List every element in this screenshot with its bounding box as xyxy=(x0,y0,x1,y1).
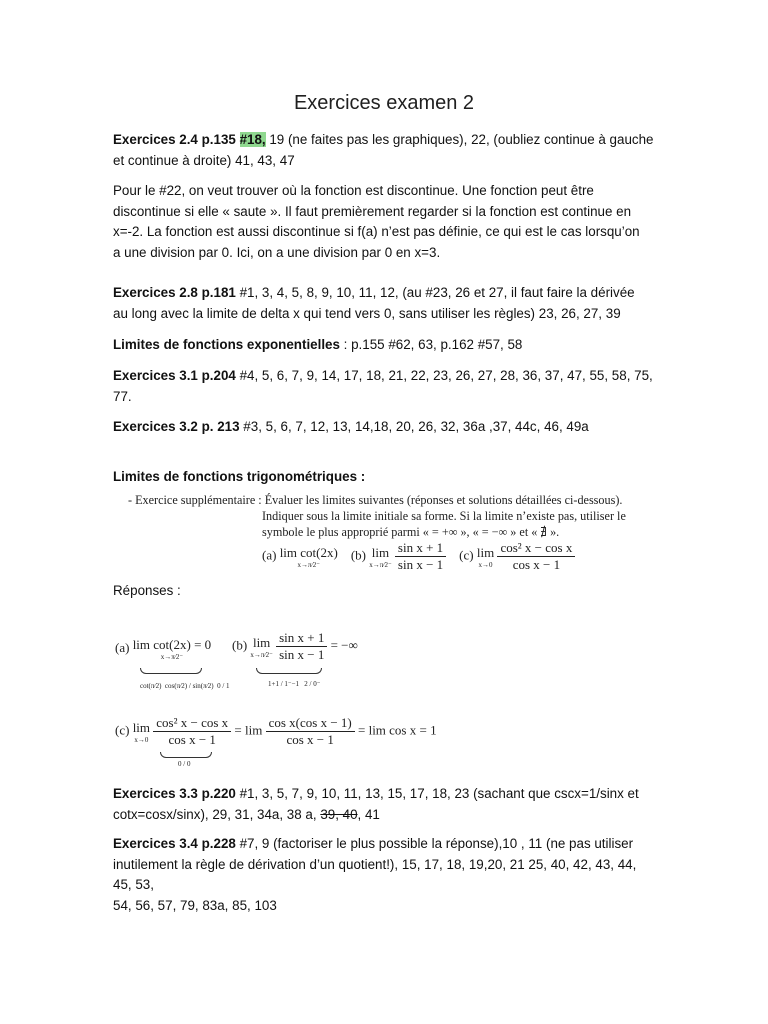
exercise-3-3 xyxy=(113,784,658,825)
answer-a-under2: cos(π⁄2) / sin(π⁄2) xyxy=(164,682,214,690)
answer-c-under: 0 / 0 xyxy=(178,760,191,768)
answer-b-lim: lim xyxy=(252,634,271,650)
answer-b-under xyxy=(268,680,320,688)
answer-c-num1: cos² x − cos x xyxy=(153,715,231,732)
highlighted-item: #18, xyxy=(239,132,266,147)
struck-items: 39, 40 xyxy=(320,806,358,822)
supp-c-lim: lim xyxy=(476,544,495,560)
answer-c-lim: lim xyxy=(132,719,151,735)
limits-trig xyxy=(113,467,658,488)
supp-b-limit xyxy=(369,545,391,569)
answer-b-den: sin x − 1 xyxy=(279,647,325,662)
answer-b-under1: 1+1 / 1⁻−1 xyxy=(268,680,300,688)
supp-b-lim: lim xyxy=(371,544,390,560)
exercise-3-3-text-end: , 41 xyxy=(357,806,380,822)
answer-c-label: (c) xyxy=(115,722,130,738)
answer-a-limit xyxy=(133,637,211,661)
answer-a-label: (a) xyxy=(115,639,130,655)
supp-c-den: cos x − 1 xyxy=(512,557,561,572)
exercise-3-2 xyxy=(113,417,658,438)
answer-c-den2: cos x − 1 xyxy=(286,732,334,747)
exercise-2-8-text-cont: au long avec la limite de delta x qui tend vers 0, sans utiliser les règles) 23, 26, 27, 39 xyxy=(113,305,621,321)
limits-exponential xyxy=(113,335,658,356)
exercise-3-2-text: #3, 5, 6, 7, 12, 13, 14,18, 20, 26, 32, 36a ,37, 44c, 46, 49a xyxy=(239,419,589,434)
note-line: x=-2. La fonction est aussi discontinue si f(a) n’est pas définie, ce qui est le cas lorsqu’on xyxy=(113,224,640,239)
supplementary-exercise xyxy=(128,492,648,540)
supp-a-sub: x→π⁄2⁻ xyxy=(297,560,320,569)
answer-c-den1: cos x − 1 xyxy=(168,732,216,747)
answer-c-eq1: = lim xyxy=(234,722,263,738)
supp-c-fraction xyxy=(497,540,575,573)
answer-b-limit xyxy=(250,635,272,659)
exercise-2-4-label: Exercices 2.4 p.135 xyxy=(113,132,240,147)
exercise-3-4-text: #7, 9 (factoriser le plus possible la réponse),10 , 11 (ne pas utiliser xyxy=(235,836,634,851)
limits-exponential-label: Limites de fonctions exponentielles xyxy=(113,337,340,352)
exercise-2-4-text: 19 (ne faites pas les graphiques), 22, (oubliez continue à gauche xyxy=(265,132,654,147)
answer-a-under1: cot(π⁄2) xyxy=(140,682,162,690)
exercise-3-4-label: Exercices 3.4 p.228 xyxy=(113,836,236,851)
answer-b-fraction xyxy=(276,630,327,663)
supp-b-num: sin x + 1 xyxy=(395,540,446,557)
exercise-3-1-label: Exercices 3.1 p.204 xyxy=(113,368,236,383)
limits-exponential-text: : p.155 #62, 63, p.162 #57, 58 xyxy=(339,337,523,352)
exercise-2-8-text: #1, 3, 4, 5, 8, 9, 10, 11, 12, (au #23, 26 et 27, il faut faire la dérivée xyxy=(235,285,635,300)
supp-b-den: sin x − 1 xyxy=(397,557,444,572)
exercise-2-8 xyxy=(113,283,658,324)
supp-b-fraction xyxy=(395,540,446,573)
supp-line: Indiquer sous la limite initiale sa forme. Si la limite n’existe pas, utiliser le xyxy=(262,509,626,523)
supp-c-sub: x→0 xyxy=(478,560,493,569)
exercise-3-3-label: Exercices 3.3 p.220 xyxy=(113,786,236,801)
answer-c-sub: x→0 xyxy=(134,735,149,744)
answers-heading xyxy=(113,581,658,602)
answers-label: Réponses : xyxy=(113,583,181,598)
supp-a-expr: lim cot(2x) xyxy=(279,544,338,560)
exercise-2-8-label: Exercices 2.8 p.181 xyxy=(113,285,236,300)
answer-b-brace xyxy=(256,668,322,674)
answer-b-eq: = −∞ xyxy=(330,637,358,653)
limits-trig-label: Limites de fonctions trigonométriques : xyxy=(113,469,366,484)
answer-c-fraction-1 xyxy=(153,715,231,748)
exercise-2-4 xyxy=(113,130,658,171)
exercise-3-2-label: Exercices 3.2 p. 213 xyxy=(113,419,240,434)
answer-a xyxy=(115,637,211,661)
exercise-3-3-text-cont: cotx=cosx/sinx), 29, 31, 34a, 38 a, xyxy=(113,806,321,822)
note-line: Pour le #22, on veut trouver où la fonction est discontinue. Une fonction peut être xyxy=(113,183,594,198)
supp-line: - Exercice supplémentaire : Évaluer les limites suivantes (réponses et solutions détaillées ci-dessous). xyxy=(128,493,623,507)
answer-a-expr: lim cot(2x) = 0 xyxy=(132,637,212,652)
note-line: a une division par 0. Ici, on a une division par 0 en x=3. xyxy=(113,244,441,260)
note-line: discontinue si elle « saute ». Il faut premièrement regarder si la fonction est continue en xyxy=(113,203,632,219)
supp-expressions xyxy=(262,540,573,573)
answer-c-eq2: = lim cos x = 1 xyxy=(358,722,437,738)
supp-b-sub: x→π⁄2⁻ xyxy=(369,560,392,569)
answer-c-fraction-2 xyxy=(266,715,355,748)
answer-b-label: (b) xyxy=(232,637,248,653)
supp-a-limit xyxy=(280,545,338,569)
answer-c-limit xyxy=(133,720,150,744)
page-title: Exercices examen 2 xyxy=(293,92,475,114)
answer-a-under xyxy=(140,682,230,690)
answer-b-under2: 2 / 0⁻ xyxy=(304,680,321,688)
exercise-3-1-text: #4, 5, 6, 7, 9, 14, 17, 18, 21, 22, 23, 26, 27, 28, 36, 37, 47, 55, 58, 75, xyxy=(235,368,653,383)
answer-a-under3: 0 / 1 xyxy=(217,682,230,690)
supp-a-label: (a) xyxy=(262,547,277,563)
exercise-2-4-text-cont: et continue à droite) 41, 43, 47 xyxy=(113,152,295,168)
supp-line: symbole le plus approprié parmi « = +∞ », « = −∞ » et « ∄ ». xyxy=(262,525,560,539)
answer-c-num2: cos x(cos x − 1) xyxy=(266,715,355,732)
answer-b-num: sin x + 1 xyxy=(276,630,327,647)
exercise-3-4 xyxy=(113,834,658,916)
exercise-3-4-text-cont: inutilement la règle de dérivation d’un quotient!), 15, 17, 18, 19,20, 21 25, 40, 42, 43, 44, 45, 53, xyxy=(113,856,637,892)
supp-c-limit xyxy=(477,545,494,569)
answer-b xyxy=(232,630,358,663)
exercise-3-1 xyxy=(113,366,658,407)
answer-c xyxy=(115,715,437,748)
supp-c-label: (c) xyxy=(459,547,474,563)
note-22 xyxy=(113,181,658,263)
answer-a-sub: x→π⁄2⁻ xyxy=(160,653,184,661)
exercise-3-4-text-end: 54, 56, 57, 79, 83a, 85, 103 xyxy=(113,897,277,913)
supp-b-label: (b) xyxy=(350,547,366,563)
answer-a-brace xyxy=(140,668,202,674)
exercise-3-1-text-cont: 77. xyxy=(113,388,132,404)
answer-b-sub: x→π⁄2⁻ xyxy=(250,650,273,659)
supp-c-num: cos² x − cos x xyxy=(497,540,575,557)
answer-c-brace xyxy=(160,752,212,758)
exercise-3-3-text: #1, 3, 5, 7, 9, 10, 11, 13, 15, 17, 18, 23 (sachant que cscx=1/sinx et xyxy=(235,786,639,801)
